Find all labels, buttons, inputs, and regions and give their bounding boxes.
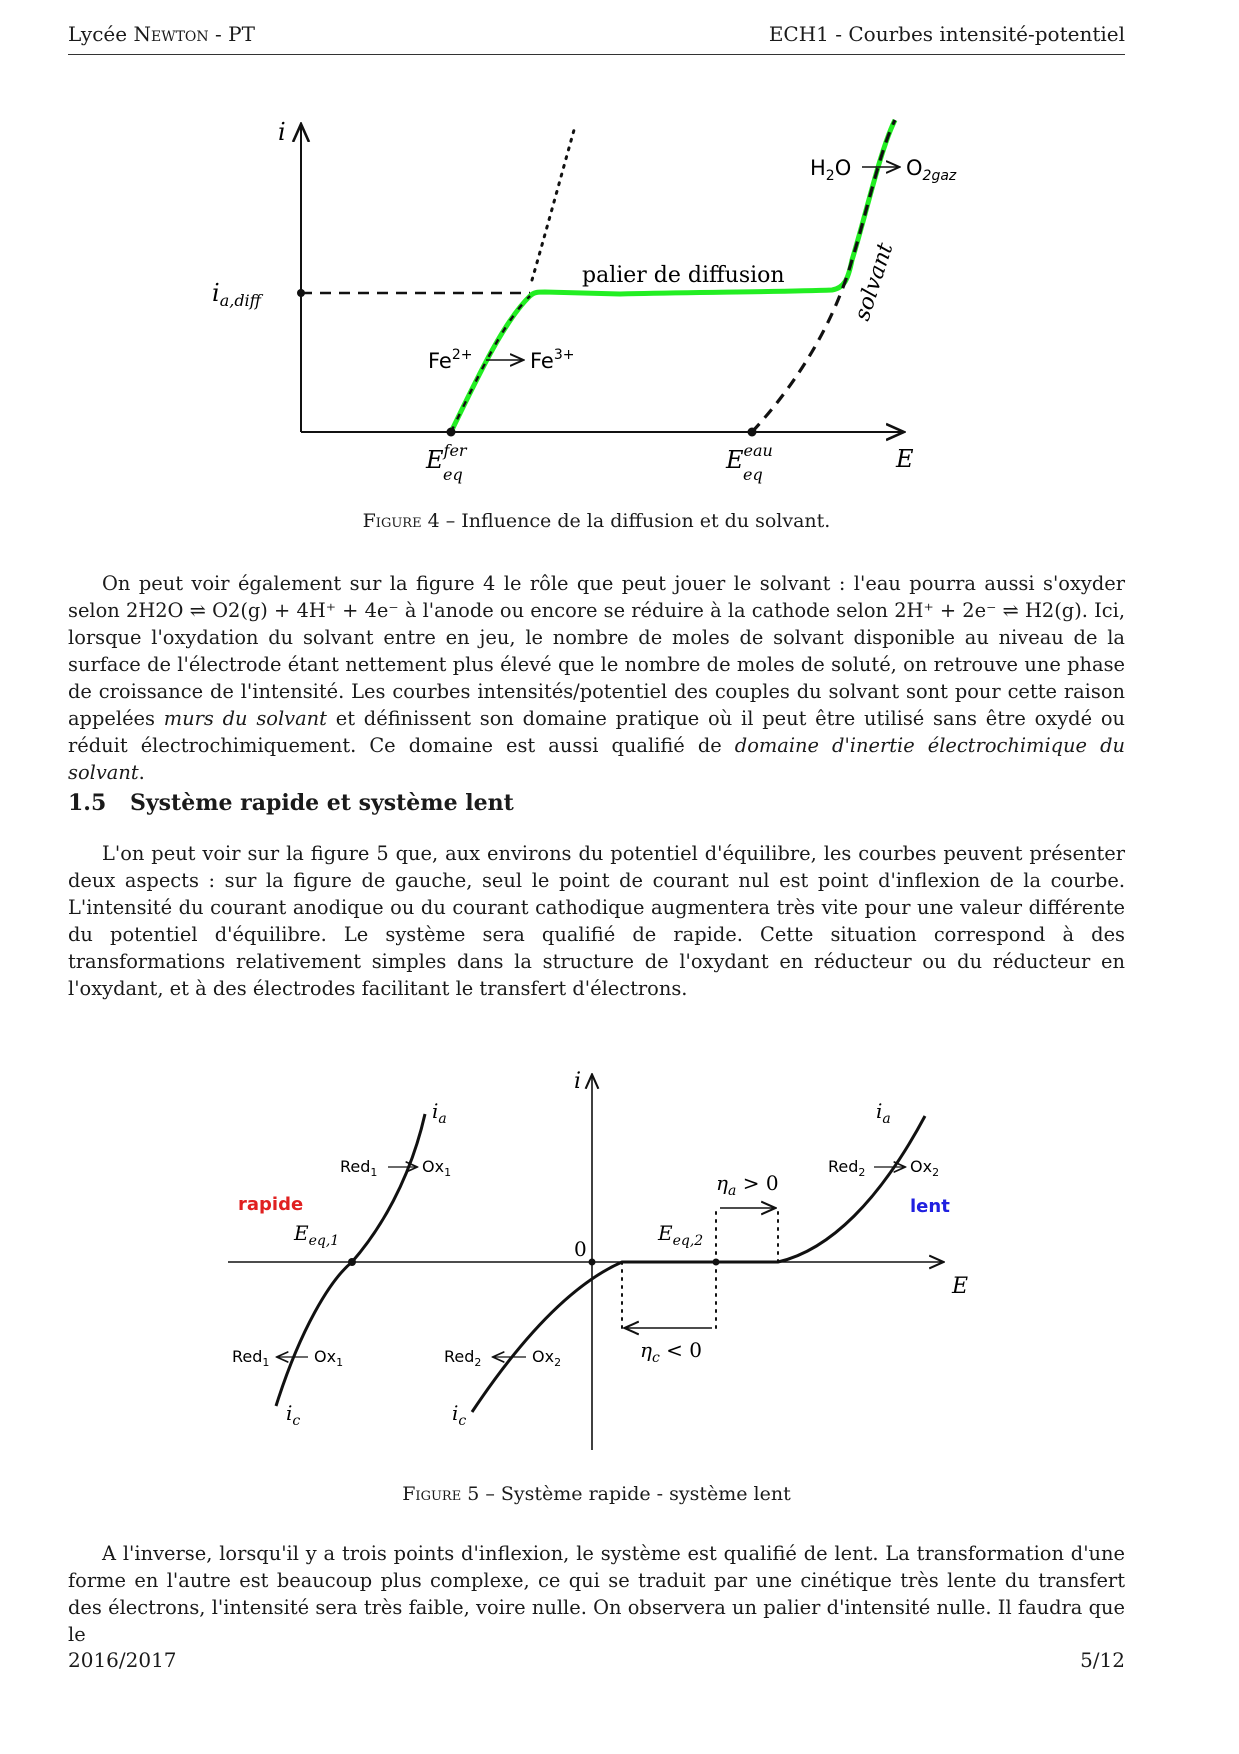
fig4-solvent-label: solvant: [849, 239, 899, 324]
fig5-origin-point: [589, 1259, 596, 1266]
fig5-ia-right: $i_a$: [876, 1099, 891, 1127]
fig5-ia-left: $i_a$: [432, 1099, 447, 1127]
paragraph-solvent: On peut voir également sur la figure 4 le rôle que peut jouer le solvant : l'eau pourra aussi s'oxyder selon 2H2O ⇌ O2(g) + 4H⁺ + 4e⁻ à l'anode ou encore se réduire à la cathode selon 2H⁺ + 2e⁻ ⇌ H2(g). Ici, lorsque l'oxydation du solvant entre en jeu, le nombre de moles de solvant disponible au niveau de la surface de l'électrode étant nettement plus élevé que le nombre de moles de soluté, on retrouve une phase de croissance de l'intensité. Les courbes intensités/potentiel des couples du solvant sont pour cette raison appelées murs du solvant et définissent son domaine pratique où il peut être utilisé sans être oxydé ou réduit électrochimiquement. Ce domaine est aussi qualifié de domaine d'inertie électrochimique du solvant.: [68, 572, 1125, 784]
fig5-red1-top: Red$_1$: [340, 1157, 378, 1179]
figure-5: [0, 1060, 1239, 1490]
fig4-eq-fer-point: [447, 428, 456, 437]
fig4-eq-fer-label: $E^{fer}$ eq: [426, 441, 467, 484]
fig5-eta-a-label: $\eta_a > 0$: [716, 1171, 779, 1199]
fig5-eq1-label: $E_{eq,1}$: [294, 1221, 340, 1249]
figure-4-caption: Figure 4 – Influence de la diffusion et du solvant.: [362, 510, 831, 532]
fig4-h2o-left: $H_2O$: [810, 156, 852, 184]
footer-year: 2016/2017: [68, 1648, 177, 1672]
school-name: Newton: [133, 22, 209, 46]
fig5-axis-i-label: i: [574, 1069, 582, 1094]
fig5-ox1-top: $Ox_1$: [422, 1157, 452, 1179]
fig5-red2-bottom: Red$_2$: [444, 1347, 482, 1369]
figure-5-caption: Figure 5 – Système rapide - système lent: [402, 1483, 791, 1505]
fig4-fe-left: $Fe^{2+}$: [428, 347, 473, 373]
fig5-rapide-label: rapide: [238, 1194, 304, 1215]
fig4-plateau-label: palier de diffusion: [582, 263, 785, 288]
fig5-lent-label: lent: [910, 1196, 950, 1217]
fig5-origin-label: 0: [574, 1237, 587, 1261]
paragraph-rapide: L'on peut voir sur la figure 5 que, aux environs du potentiel d'équilibre, les courbes peuvent présenter deux aspects : sur la figure de gauche, seul le point de courant nul est point d'inflexion de la courbe. L'intensité du courant anodique ou du courant cathodique augmentera très vite pour une valeur différente du potentiel d'équilibre. Le système sera qualifié de rapide. Cette situation correspond à des transformations relativement simples dans la structure de l'oxydant en réducteur ou du réducteur en l'oxydant, et à des électrodes facilitant le transfert d'électrons.: [68, 842, 1125, 1000]
fig4-dotted-curve: [532, 130, 574, 280]
fig4-o2-right: $O_{2gaz}$: [906, 156, 957, 184]
fig5-red2-top: Red$_2$: [828, 1157, 866, 1179]
fig4-eq-eau-label: $E^{eau}$ eq: [726, 441, 773, 484]
fig5-axis-E-label: E: [952, 1274, 969, 1299]
fig5-ox2-top: $Ox_2$: [910, 1157, 940, 1179]
fig5-ic-right: $i_c$: [452, 1401, 467, 1429]
fig4-idiff-label: $i_{a,diff}$: [212, 279, 262, 310]
header-right: ECH1 - Courbes intensité-potentiel: [768, 22, 1125, 46]
figure-4: [0, 0, 1239, 520]
fig5-red1-bottom: Red$_1$: [232, 1347, 270, 1369]
fig4-axis-i-label: i: [278, 118, 286, 146]
footer-page: 5/12: [1080, 1648, 1125, 1672]
fig5-eq1-point: [348, 1258, 356, 1266]
paragraph-lent: A l'inverse, lorsqu'il y a trois points d'inflexion, le système est qualifié de lent. La transformation d'une forme en l'autre est beaucoup plus complexe, ce qui se traduit par une cinétique très lente du transfert des électrons, l'intensité sera très faible, voire nulle. On observera un palier d'intensité nulle. Il faudra que le: [68, 1542, 1125, 1646]
fig4-axis-E-label: E: [896, 445, 914, 473]
fig5-ox1-bottom: $Ox_1$: [314, 1347, 344, 1369]
header-left: Lycée Newton - PT: [68, 22, 255, 46]
fig5-eq2-label: $E_{eq,2}$: [658, 1221, 704, 1249]
fig5-ic-left: $i_c$: [286, 1401, 301, 1429]
section-heading: 1.5 Système rapide et système lent: [68, 790, 514, 816]
fig4-fe-right: $Fe^{3+}$: [530, 347, 575, 373]
fig4-eq-eau-point: [748, 428, 757, 437]
fig5-ox2-bottom: $Ox_2$: [532, 1347, 562, 1369]
fig5-eta-c-label: $\eta_c < 0$: [640, 1338, 703, 1366]
